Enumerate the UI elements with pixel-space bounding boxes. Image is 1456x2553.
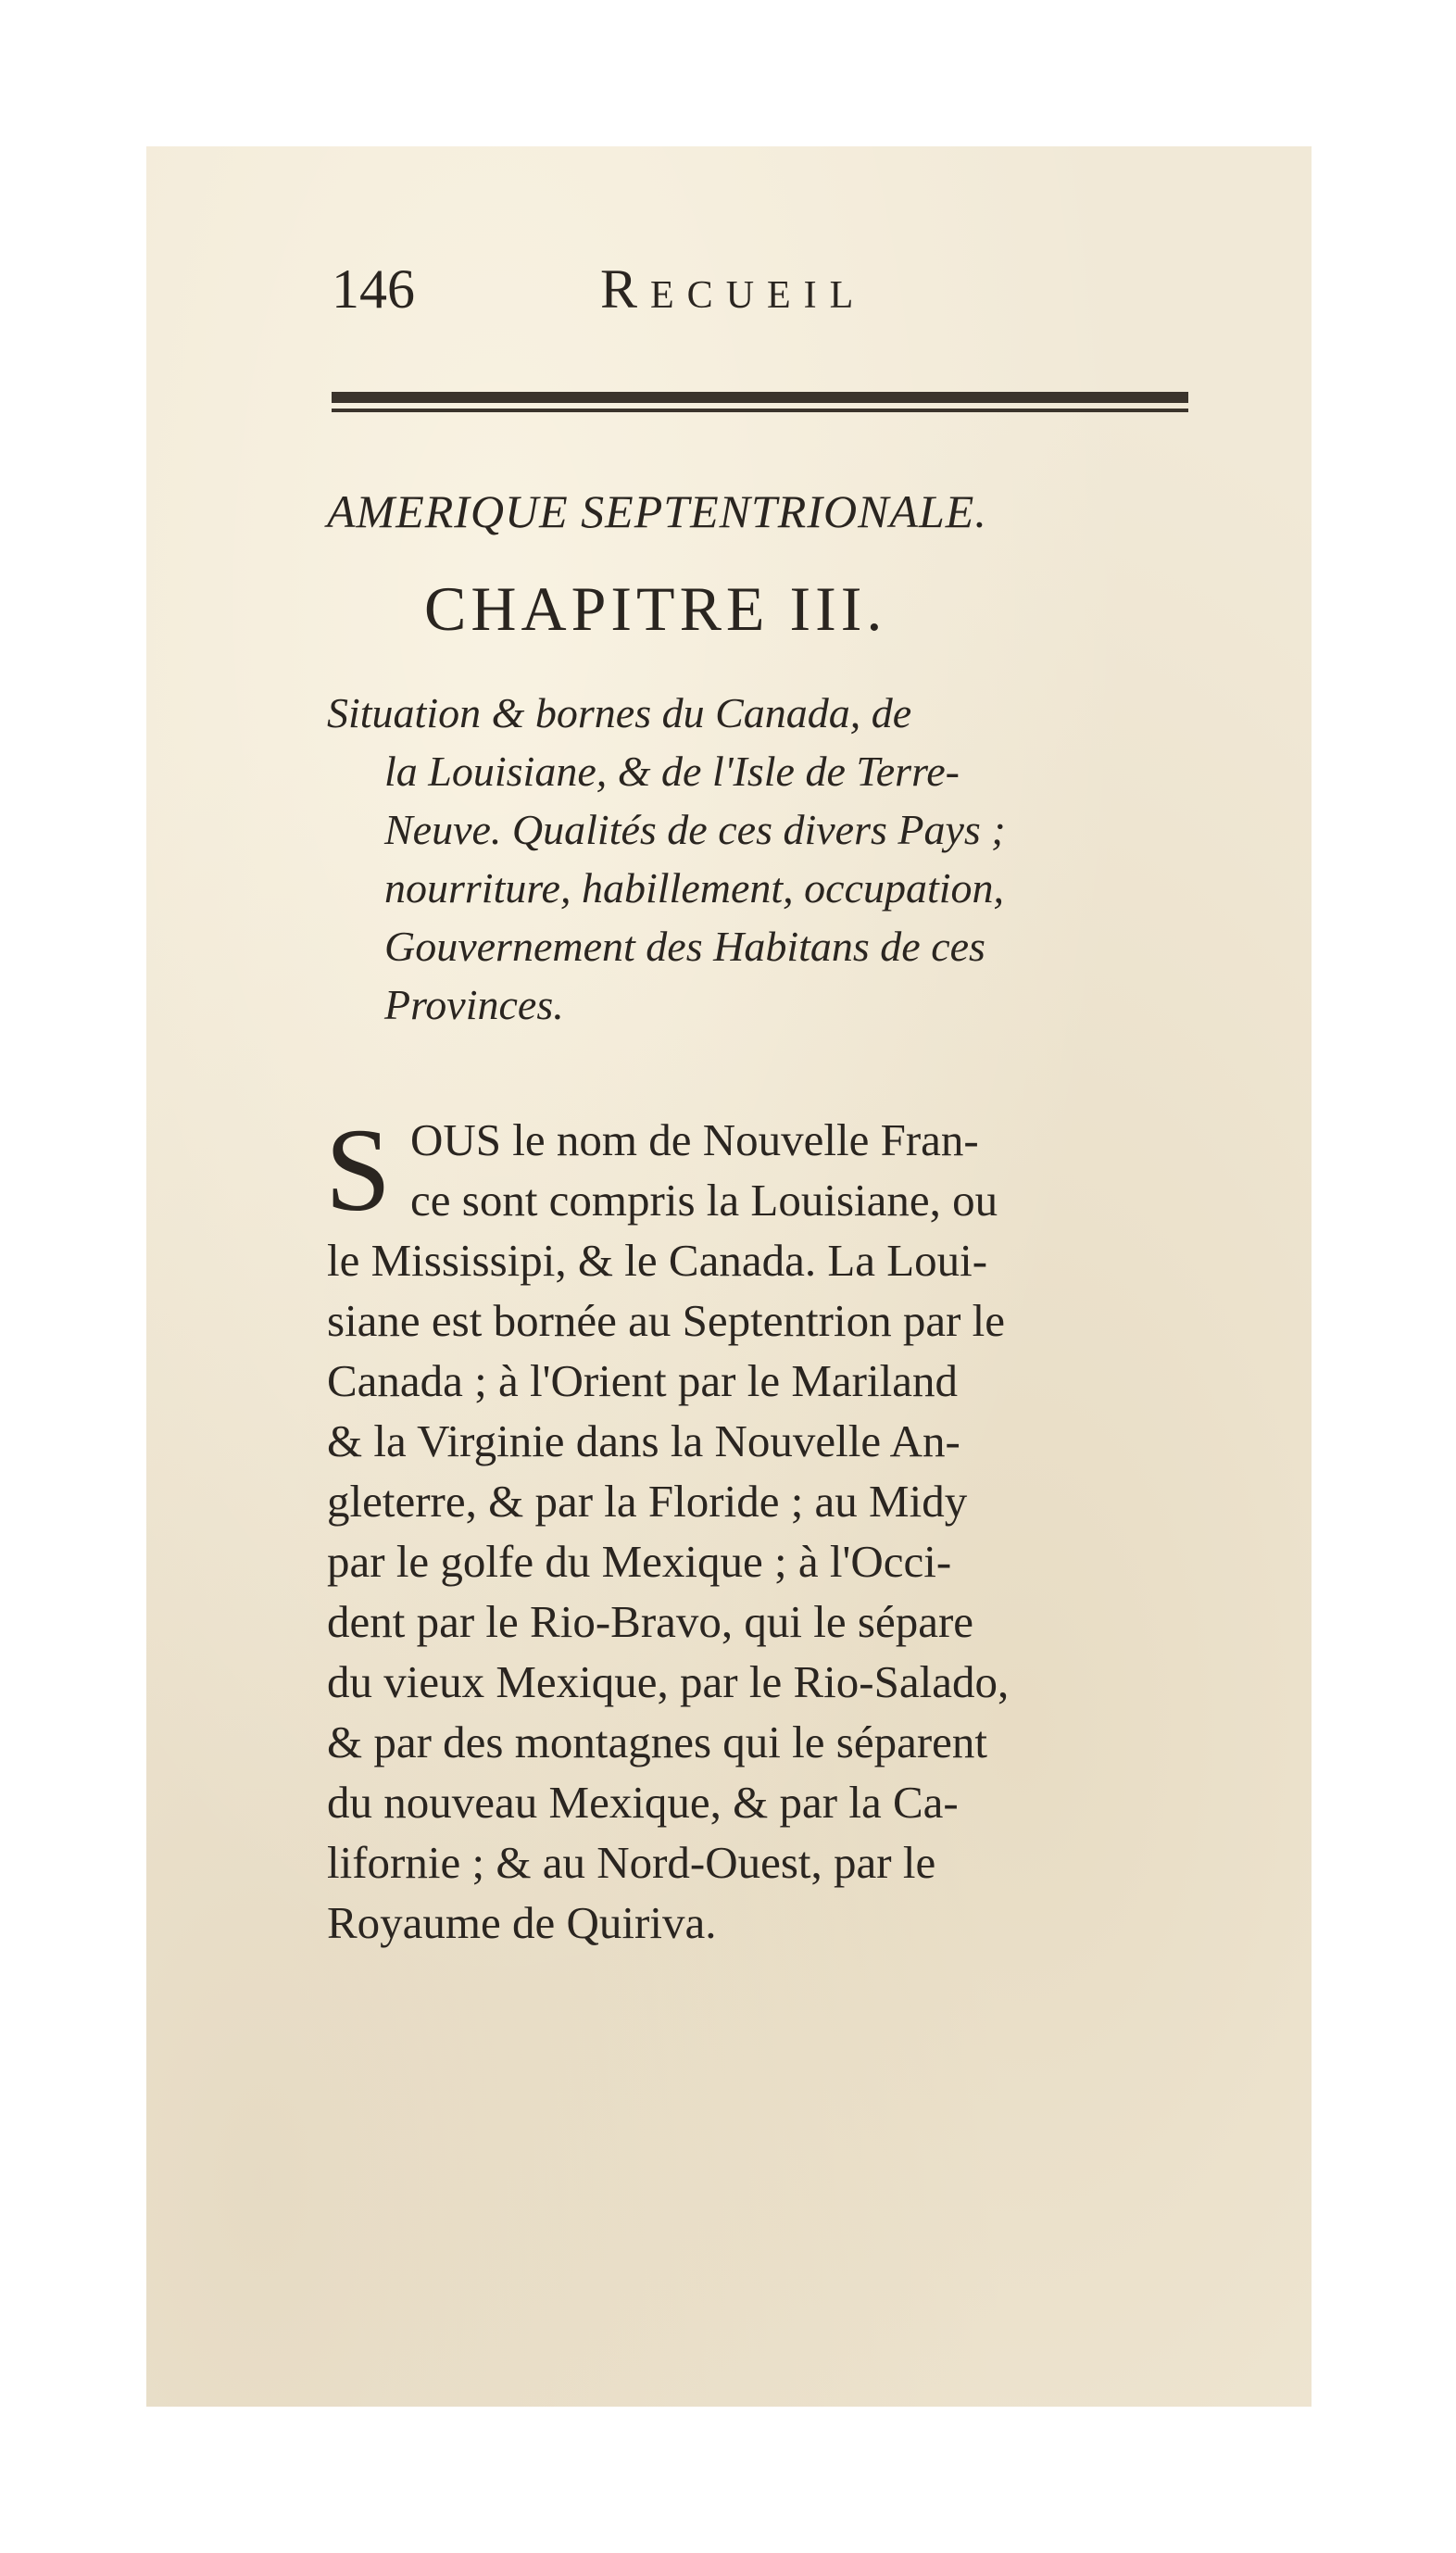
section-label: AMERIQUE SEPTENTRIONALE. (327, 485, 987, 537)
body-line: du nouveau Mexique, & par la Ca- (327, 1777, 959, 1828)
summary-line: la Louisiane, & de l'Isle de Terre- (384, 748, 960, 795)
body-text (325, 1104, 1198, 1953)
header-rule-thick (332, 392, 1188, 403)
body-line: & la Virginie dans la Nouvelle An- (327, 1415, 960, 1466)
body-line: par le golfe du Mexique ; à l'Occi- (327, 1536, 952, 1587)
running-title: Recueil (600, 258, 867, 320)
running-head (332, 258, 1165, 332)
body-line: dent par le Rio-Bravo, qui le sépare (327, 1596, 974, 1647)
body-line: Royaume de Quiriva. (327, 1897, 717, 1948)
summary-line: nourriture, habillement, occupation, (384, 864, 1005, 912)
chapter-summary (327, 684, 1198, 1034)
summary-line: Situation & bornes du Canada, de (327, 689, 912, 736)
body-line: siane est bornée au Septentrion par le (327, 1295, 1006, 1346)
book-page (146, 146, 1312, 2407)
header-rule (332, 392, 1188, 414)
page-number: 146 (332, 258, 415, 320)
body-line: OUS le nom de Nouvelle Fran- (410, 1114, 979, 1165)
summary-line: Neuve. Qualités de ces divers Pays ; (384, 806, 1006, 853)
body-line: Canada ; à l'Orient par le Mariland (327, 1355, 958, 1406)
body-line: gleterre, & par la Floride ; au Midy (327, 1476, 968, 1527)
body-line: le Mississipi, & le Canada. La Loui- (327, 1235, 988, 1286)
header-rule-thin (332, 409, 1188, 412)
summary-line: Provinces. (384, 981, 564, 1028)
summary-line: Gouvernement des Habitans de ces (384, 923, 985, 970)
body-line: lifornie ; & au Nord-Ouest, par le (327, 1837, 936, 1888)
chapter-title: CHAPITRE III. (424, 573, 887, 644)
body-line: & par des montagnes qui le séparent (327, 1717, 988, 1767)
body-line: ce sont compris la Louisiane, ou (410, 1175, 998, 1226)
drop-cap: S (325, 1104, 392, 1236)
body-line: du vieux Mexique, par le Rio-Salado, (327, 1656, 1010, 1707)
